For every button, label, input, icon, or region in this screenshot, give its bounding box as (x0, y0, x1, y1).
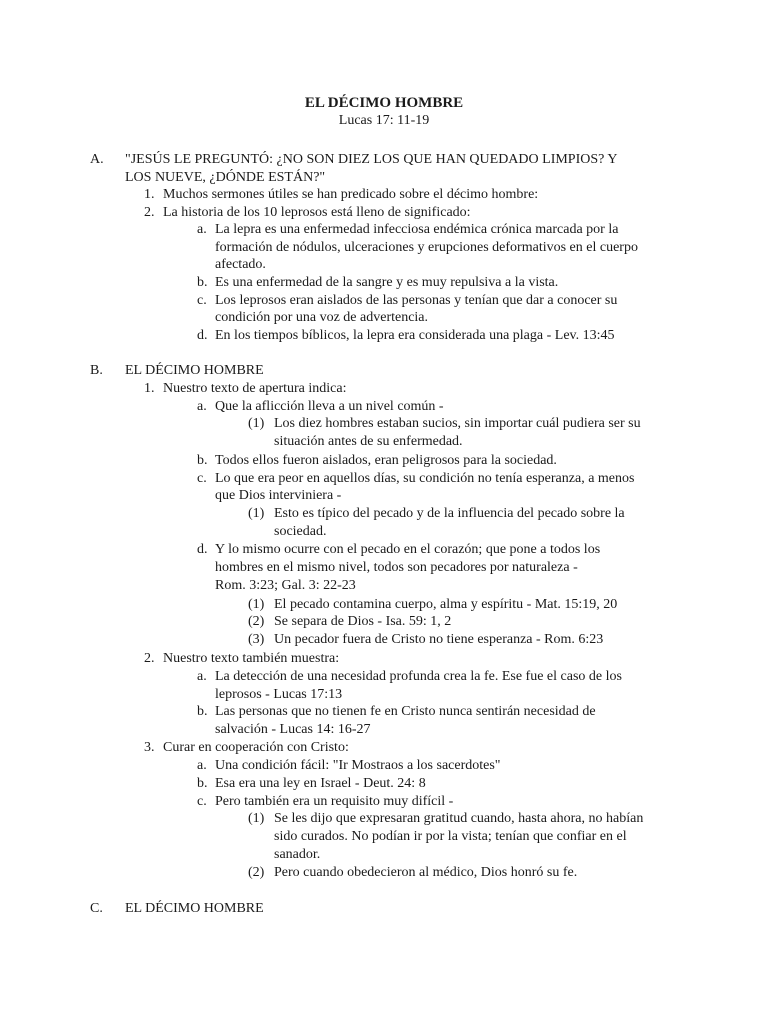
sub-item-line: Todos ellos fueron aislados, eran peligrosos para la sociedad. (215, 453, 557, 468)
sub-item-line: Esa era una ley en Israel - Deut. 24: 8 (215, 776, 426, 791)
list-item: Nuestro texto también muestra: (163, 651, 340, 666)
nested-item-line: sido curados. No podían ir por la vista; tenían que confiar en el (274, 829, 627, 844)
sub-item-line: Una condición fácil: "Ir Mostraos a los sacerdotes" (215, 758, 501, 773)
nested-item-label: (2) (248, 614, 265, 629)
list-item-label: 1. (144, 187, 155, 202)
sub-item-line: Lo que era peor en aquellos días, su condición no tenía esperanza, a menos (215, 471, 635, 486)
section-b-heading: EL DÉCIMO HOMBRE (125, 363, 264, 378)
nested-item-line: sanador. (274, 847, 321, 862)
sub-item-label: c. (197, 293, 207, 308)
sub-item-line: En los tiempos bíblicos, la lepra era considerada una plaga - Lev. 13:45 (215, 328, 615, 343)
nested-item-line: sociedad. (274, 524, 327, 539)
nested-item-line: Pero cuando obedecieron al médico, Dios honró su fe. (274, 865, 578, 880)
section-c-heading: EL DÉCIMO HOMBRE (125, 901, 264, 916)
sub-item-line: Las personas que no tienen fe en Cristo nunca sentirán necesidad de (215, 704, 596, 719)
nested-item-label: (1) (248, 597, 265, 612)
section-b-label: B. (90, 363, 103, 378)
list-item: Nuestro texto de apertura indica: (163, 381, 347, 396)
list-item: Curar en cooperación con Cristo: (163, 740, 349, 755)
sub-item-line: hombres en el mismo nivel, todos son pecadores por naturaleza - (215, 560, 578, 575)
sub-item-label: c. (197, 471, 207, 486)
sub-item-line: Rom. 3:23; Gal. 3: 22-23 (215, 578, 356, 593)
sub-item-label: b. (197, 275, 208, 290)
sub-item-line: formación de nódulos, ulceraciones y erupciones deformativos en el cuerpo (215, 240, 638, 255)
sub-item-line: afectado. (215, 257, 266, 272)
list-item: La historia de los 10 leprosos está lleno de significado: (163, 205, 471, 220)
sub-item-label: b. (197, 776, 208, 791)
sub-item-line: Que la aflicción lleva a un nivel común - (215, 399, 444, 414)
sub-item-line: Pero también era un requisito muy difícil - (215, 794, 454, 809)
list-item-label: 2. (144, 651, 155, 666)
sub-item-label: a. (197, 669, 207, 684)
nested-item-label: (3) (248, 632, 265, 647)
section-a-heading-line2: LOS NUEVE, ¿DÓNDE ESTÁN?" (125, 170, 326, 185)
sub-item-line: Es una enfermedad de la sangre y es muy repulsiva a la vista. (215, 275, 559, 290)
sub-item-label: b. (197, 453, 208, 468)
nested-item-label: (1) (248, 506, 265, 521)
section-a-heading-line1: "JESÚS LE PREGUNTÓ: ¿NO SON DIEZ LOS QUE HAN QUEDADO LIMPIOS? Y (125, 152, 618, 167)
nested-item-line: Se les dijo que expresaran gratitud cuando, hasta ahora, no habían (274, 811, 644, 826)
nested-item-line: Un pecador fuera de Cristo no tiene esperanza - Rom. 6:23 (274, 632, 604, 647)
sub-item-label: a. (197, 399, 207, 414)
sub-item-line: condición por una voz de advertencia. (215, 310, 429, 325)
sub-item-line: La lepra es una enfermedad infecciosa endémica crónica marcada por la (215, 222, 619, 237)
section-c-label: C. (90, 901, 103, 916)
sub-item-label: b. (197, 704, 208, 719)
nested-item-label: (1) (248, 416, 265, 431)
list-item-label: 1. (144, 381, 155, 396)
nested-item-line: Se separa de Dios - Isa. 59: 1, 2 (274, 614, 452, 629)
nested-item-line: Esto es típico del pecado y de la influencia del pecado sobre la (274, 506, 625, 521)
nested-item-line: Los diez hombres estaban sucios, sin importar cuál pudiera ser su (274, 416, 641, 431)
sub-item-line: salvación - Lucas 14: 16-27 (215, 722, 371, 737)
section-a-label: A. (90, 152, 104, 167)
sub-item-label: d. (197, 328, 208, 343)
nested-item-line: situación antes de su enfermedad. (274, 434, 463, 449)
sub-item-label: a. (197, 758, 207, 773)
list-item: Muchos sermones útiles se han predicado sobre el décimo hombre: (163, 187, 539, 202)
sub-item-line: La detección de una necesidad profunda crea la fe. Ese fue el caso de los (215, 669, 622, 684)
sub-item-label: c. (197, 794, 207, 809)
document-subtitle: Lucas 17: 11-19 (338, 113, 430, 128)
sub-item-line: leprosos - Lucas 17:13 (215, 687, 343, 702)
nested-item-label: (1) (248, 811, 265, 826)
sub-item-label: a. (197, 222, 207, 237)
list-item-label: 3. (144, 740, 155, 755)
list-item-label: 2. (144, 205, 155, 220)
sub-item-line: que Dios interviniera - (215, 488, 342, 503)
document-title: EL DÉCIMO HOMBRE (304, 95, 464, 111)
nested-item-label: (2) (248, 865, 265, 880)
nested-item-line: El pecado contamina cuerpo, alma y espíritu - Mat. 15:19, 20 (274, 597, 618, 612)
sub-item-line: Y lo mismo ocurre con el pecado en el corazón; que pone a todos los (215, 542, 601, 557)
sub-item-label: d. (197, 542, 208, 557)
sub-item-line: Los leprosos eran aislados de las personas y tenían que dar a conocer su (215, 293, 618, 308)
